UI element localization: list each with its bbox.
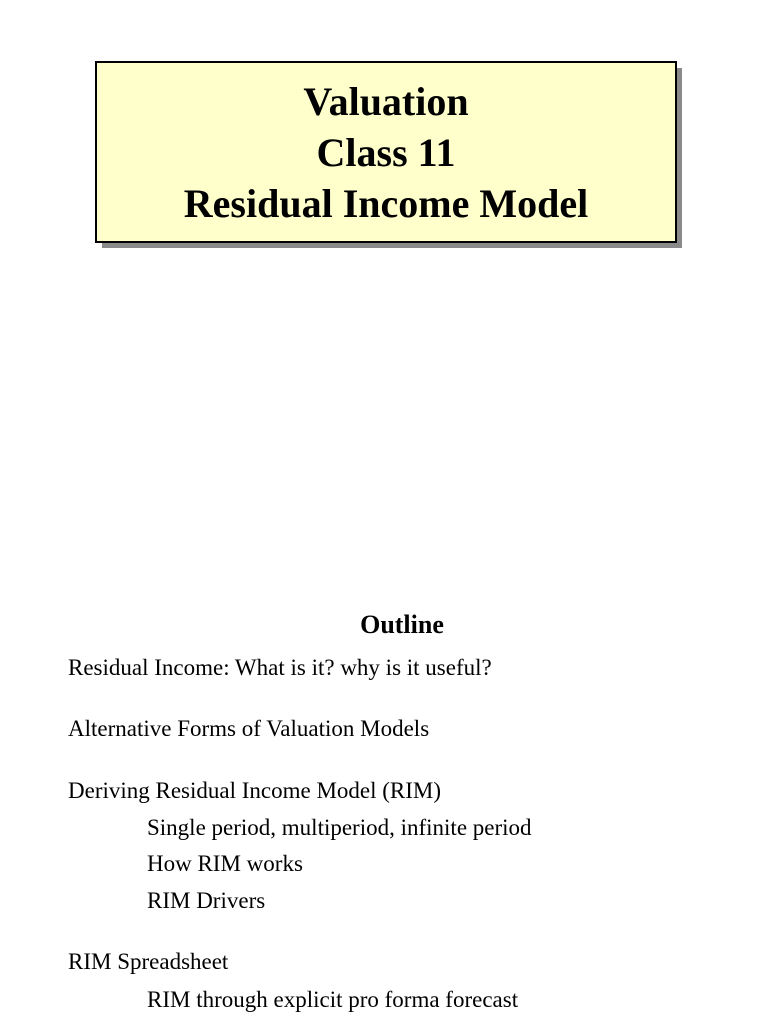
outline-item: Residual Income: What is it? why is it useful? — [68, 655, 492, 680]
outline-subitem: RIM Drivers — [147, 888, 266, 913]
outline-item: Alternative Forms of Valuation Models — [68, 716, 430, 741]
title-line-2: Class 11 — [316, 129, 456, 175]
title-box — [95, 61, 677, 243]
outline-subitem: How RIM works — [147, 851, 303, 876]
outline-item: RIM Spreadsheet — [68, 949, 229, 974]
outline-subitem: RIM through explicit pro forma forecast — [147, 987, 519, 1012]
title-line-1: Valuation — [303, 78, 469, 124]
title-line-3: Residual Income Model — [183, 180, 589, 226]
outline-subitem: Single period, multiperiod, infinite period — [147, 815, 532, 840]
outline-heading: Outline — [360, 610, 444, 639]
outline-item: Deriving Residual Income Model (RIM) — [68, 778, 442, 803]
